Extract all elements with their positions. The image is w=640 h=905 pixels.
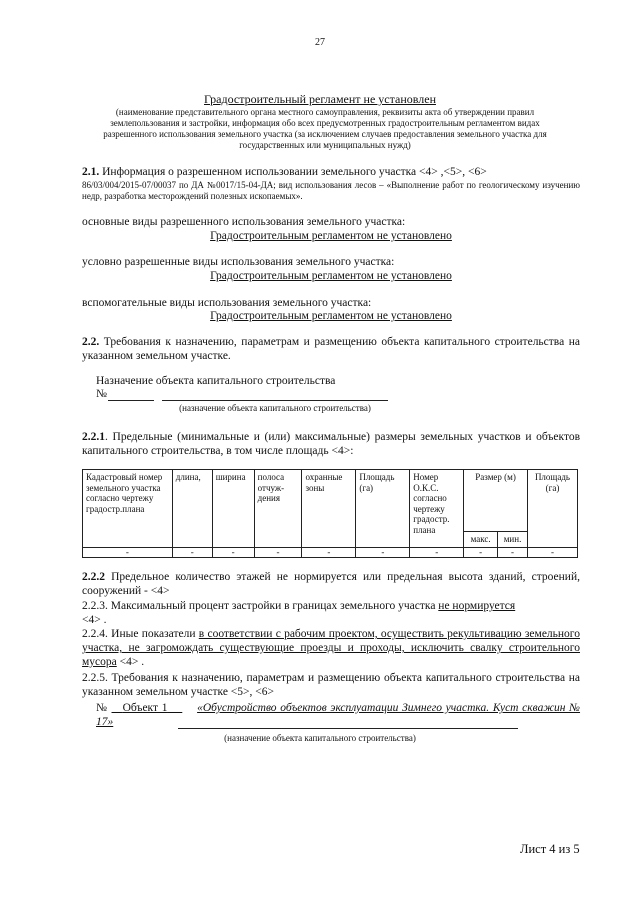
cell-2: -	[172, 547, 212, 557]
section-2-2-1-number: 2.2.1	[82, 431, 105, 443]
regulation-subtitle: (наименование представительного органа местного самоуправления, реквизиты акта об утверждении правил землепользования и застройки, информация обо всех предусмотренных градостроительным регламентом видах разрешенного использования земельного участка (за исключением случаев предоставления земельного участка для государственных или муниципальных нужд)	[103, 107, 547, 150]
cell-9: -	[498, 547, 528, 557]
regulation-title-text: Градостроительный регламент не установлен	[204, 92, 436, 106]
cell-4: -	[254, 547, 302, 557]
section-2-2-2-number: 2.2.2	[82, 571, 105, 583]
conditional-uses-value-text: Градостроительным регламентом не установлено	[210, 270, 452, 282]
header-length: длина,	[172, 470, 212, 548]
purpose-number-label: №	[96, 388, 107, 400]
auxiliary-uses-value-text: Градостроительным регламентом не установлено	[210, 310, 452, 322]
header-area-2: Площадь (га)	[528, 470, 578, 548]
auxiliary-uses-label: вспомогательные виды использования земельного участка:	[82, 297, 372, 309]
sheet-footer: Лист 4 из 5	[520, 842, 580, 856]
header-oks: Номер О.К.С. согласно чертежу градостр. плана	[410, 470, 464, 548]
header-zones: охранные зоны	[302, 470, 356, 548]
object-caption: (назначение объекта капитального строительства)	[224, 733, 416, 743]
conditional-uses-label: условно разрешенные виды использования земельного участка:	[82, 256, 395, 268]
object-name: «Обустройство объектов эксплуатации Зимнего участка. Куст скважин № 17»	[96, 702, 581, 728]
section-2-2	[82, 335, 580, 363]
table-header-row	[83, 470, 578, 532]
page-number: 27	[315, 37, 325, 48]
section-2-2-2-text: Предельное количество этажей не нормируется или предельная высота зданий, строений, сооружений - <4>	[82, 571, 580, 597]
purpose-label: Назначение объекта капитального строительства	[96, 375, 336, 387]
purpose-caption: (назначение объекта капитального строительства)	[179, 403, 371, 413]
cell-7: -	[410, 547, 464, 557]
header-size: Размер (м)	[464, 470, 528, 532]
header-strip: полоса отчуж-дения	[254, 470, 302, 548]
purpose-number-line	[108, 388, 154, 401]
cell-3: -	[212, 547, 254, 557]
section-2-2-number: 2.2.	[82, 336, 100, 348]
conditional-uses-value	[82, 270, 580, 282]
section-2-2-4-ref: <4> .	[116, 656, 145, 668]
main-uses-label: основные виды разрешенного использования земельного участка:	[82, 216, 406, 228]
section-2-1-detail: 86/03/004/2015-07/00037 по ДА №0017/15-04-ДА; вид использования лесов – «Выполнение работ по геологическому изучению недр, разработка месторождений полезных ископаемых».	[82, 180, 580, 201]
cell-8: -	[464, 547, 498, 557]
section-2-1-number: 2.1.	[82, 166, 100, 178]
header-cadastral: Кадастровый номер земельного участка согласно чертежу градостр.плана	[83, 470, 173, 548]
header-min: мин.	[498, 532, 528, 548]
header-area: Площадь (га)	[356, 470, 410, 548]
main-uses-value-text: Градостроительным регламентом не установлено	[210, 230, 452, 242]
section-2-2-3-ref: <4> .	[82, 614, 107, 626]
object-number-label: №	[96, 702, 108, 714]
cell-5: -	[302, 547, 356, 557]
section-2-2-5: 2.2.5. Требования к назначению, параметрам и размещению объекта капитального строительства на указанном земельном участке <5>, <6>	[82, 672, 580, 698]
section-2-2-4-text: 2.2.4. Иные показатели	[82, 628, 199, 640]
section-2-2-1-text: . Предельные (минимальные и (или) максимальные) размеры земельных участков и объектов капитального строительства, в том числе площадь <4>:	[82, 431, 580, 457]
cell-1: -	[83, 547, 173, 557]
regulation-title	[0, 92, 640, 107]
section-2-2-text: Требования к назначению, параметрам и размещению объекта капитального строительства на указанном земельном участке.	[82, 336, 580, 362]
main-uses-value	[82, 230, 580, 242]
cell-10: -	[528, 547, 578, 557]
section-2-2-3-text: 2.2.3. Максимальный процент застройки в границах земельного участка	[82, 600, 439, 612]
auxiliary-uses-value	[82, 310, 580, 322]
section-2-2-4-value: в соответствии с рабочим проектом, осуществить рекультивацию земельного участка, не загромождать существующие проезды и проходы, исключить свалку строительного мусора	[82, 628, 580, 668]
section-2-2-1	[82, 430, 580, 458]
section-2-1-text: Информация о разрешенном использовании земельного участка <4> ,<5>, <6>	[99, 166, 487, 178]
header-width: ширина	[212, 470, 254, 548]
land-size-table	[82, 469, 578, 558]
object-name-line	[178, 716, 518, 729]
cell-6: -	[356, 547, 410, 557]
table-row	[83, 547, 578, 557]
header-max: макс.	[464, 532, 498, 548]
object-number-text: Объект 1	[122, 702, 168, 714]
object-number	[112, 702, 183, 714]
section-2-2-3-value: не нормируется	[438, 600, 516, 612]
section-2-2-4	[82, 627, 580, 669]
section-2-2-2	[82, 570, 580, 598]
section-2-2-3	[82, 599, 580, 627]
purpose-value-line	[162, 388, 388, 401]
section-2-1	[82, 165, 580, 202]
